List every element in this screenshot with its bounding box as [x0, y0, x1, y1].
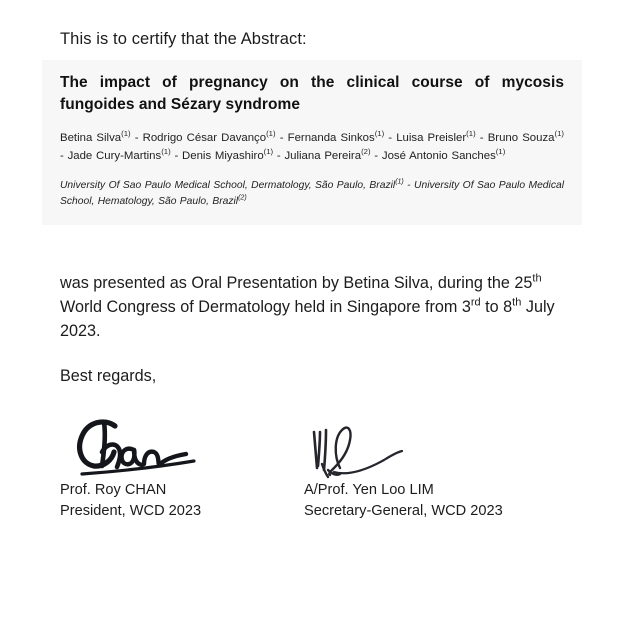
author-separator: -	[384, 132, 397, 144]
author-name: Juliana Pereira	[284, 150, 362, 163]
ordinal-3rd: rd	[470, 296, 481, 309]
author-name: Jade Cury-Martins	[67, 150, 162, 163]
signatory-name: Prof. Roy CHAN	[60, 482, 167, 498]
ordinal-25th: th	[532, 272, 542, 285]
author-affiliation-marker: (1)	[263, 147, 274, 157]
author-name: Bruno Souza	[487, 132, 555, 144]
affiliation-separator: -	[403, 179, 415, 191]
abstract-block	[42, 60, 582, 225]
author-separator: -	[130, 132, 143, 144]
handwritten-signature-lim-icon	[304, 412, 544, 480]
statement-part-3: to 8	[480, 297, 513, 316]
ordinal-8th: th	[512, 296, 522, 309]
abstract-title: The impact of pregnancy on the clinical course of mycosis fungoides and Sézary syndrome	[60, 74, 564, 113]
signatory-name: A/Prof. Yen Loo LIM	[304, 482, 434, 498]
author-affiliation-marker: (1)	[161, 147, 171, 157]
affiliation-text: University Of Sao Paulo Medical School, Hematology, São Paulo, Brazil	[60, 179, 564, 208]
author-affiliation-marker: (1)	[466, 129, 476, 139]
author-name: Rodrigo César Davanço	[142, 132, 267, 144]
author-name: José Antonio Sanches	[381, 150, 496, 163]
signatory-role: Secretary-General, WCD 2023	[304, 502, 503, 519]
author-separator: -	[60, 150, 68, 163]
author-separator: -	[275, 132, 288, 144]
author-name: Betina Silva	[60, 132, 122, 144]
author-name: Luisa Preisler	[396, 132, 467, 144]
signature-block-president	[60, 412, 300, 521]
author-affiliation-marker: (1)	[554, 129, 564, 139]
closing-line: Best regards,	[60, 367, 157, 385]
affiliation-marker: (1)	[395, 178, 404, 186]
statement-part-2: World Congress of Dermatology held in Singapore from 3	[60, 297, 471, 316]
signatory-role: President, WCD 2023	[60, 502, 202, 519]
author-separator: -	[170, 150, 183, 163]
affiliation-text: University Of Sao Paulo Medical School, Dermatology, São Paulo, Brazil	[60, 179, 396, 191]
author-affiliation-marker: (1)	[374, 129, 385, 139]
signature-area	[60, 412, 580, 532]
certify-line: This is to certify that the Abstract:	[60, 30, 307, 48]
author-affiliation-marker: (1)	[121, 129, 131, 139]
affiliation-marker: (2)	[238, 194, 247, 202]
author-separator: -	[273, 150, 285, 163]
author-affiliation-marker: (2)	[361, 147, 371, 157]
author-separator: -	[475, 132, 488, 144]
author-name: Fernanda Sinkos	[287, 132, 375, 144]
presentation-statement	[60, 272, 583, 343]
abstract-affiliation-list	[60, 178, 564, 211]
author-affiliation-marker: (1)	[495, 147, 506, 157]
abstract-author-list	[60, 129, 564, 166]
handwritten-signature-chan-icon	[60, 412, 300, 480]
author-name: Denis Miyashiro	[182, 150, 264, 163]
signature-block-secretary-general	[304, 412, 544, 521]
author-separator: -	[370, 150, 382, 163]
statement-part-1: was presented as Oral Presentation by Betina Silva, during the 25	[60, 274, 533, 292]
author-affiliation-marker: (1)	[266, 129, 276, 139]
statement-part-4: July 2023.	[60, 297, 555, 340]
